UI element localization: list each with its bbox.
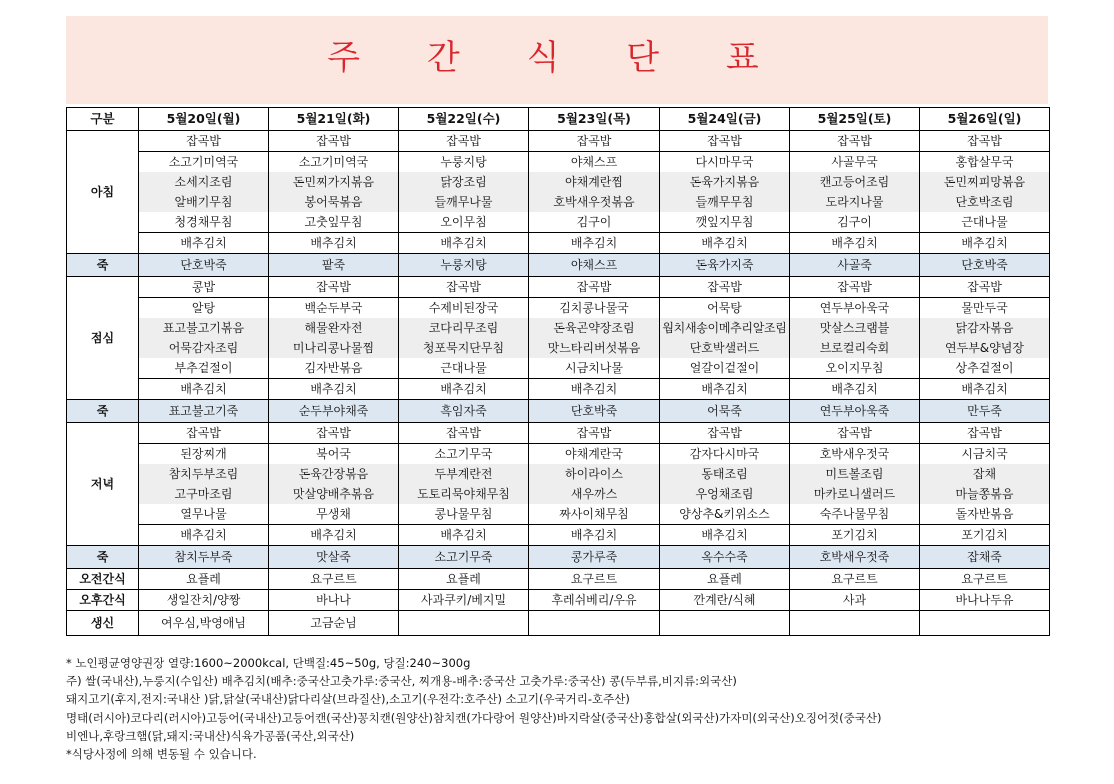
porridge-dinner-item: 콩가루죽 <box>529 546 660 569</box>
breakfast-dish: 소고기미역국 <box>269 152 399 173</box>
lunch-row <box>67 379 1050 400</box>
lunch-dish: 돈육곤약장조림 <box>529 318 660 338</box>
lunch-dish: 표고불고기볶음 <box>139 318 269 338</box>
lunch-dish: 잡곡밥 <box>660 277 790 298</box>
porridge-dinner-item: 참치두부죽 <box>139 546 269 569</box>
dinner-row <box>67 525 1050 546</box>
day-header: 5월23일(목) <box>529 108 660 131</box>
breakfast-dish: 배추김치 <box>269 233 399 254</box>
dinner-dish: 참치두부조림 <box>139 464 269 484</box>
breakfast-dish: 소고기미역국 <box>139 152 269 173</box>
lunch-dish: 연두부&양념장 <box>920 338 1050 358</box>
birthday-item: 고금순님 <box>269 611 399 636</box>
lunch-dish: 김치콩나물국 <box>529 298 660 319</box>
afternoon-snack-item: 깐계란/식혜 <box>660 590 790 611</box>
header-label: 구분 <box>67 108 139 131</box>
porridge-morning-row <box>67 254 1050 277</box>
breakfast-dish: 캔고등어조림 <box>790 172 920 192</box>
dinner-dish: 도토리묵야채무침 <box>399 484 529 504</box>
lunch-dish: 단호박샐러드 <box>660 338 790 358</box>
birthday-item <box>660 611 790 636</box>
dinner-dish: 새우까스 <box>529 484 660 504</box>
porridge-lunch-row <box>67 400 1050 423</box>
breakfast-dish: 돈민찌가지볶음 <box>269 172 399 192</box>
lunch-dish: 잡곡밥 <box>399 277 529 298</box>
porridge-morning-item: 팥죽 <box>269 254 399 277</box>
breakfast-dish: 단호박조림 <box>920 192 1050 212</box>
breakfast-dish: 야채스프 <box>529 152 660 173</box>
morning-snack-row <box>67 569 1050 590</box>
dinner-dish: 잡곡밥 <box>790 423 920 444</box>
note-line: 비엔나,후랑크햄(닭,돼지:국내산)식육가공품(국산,외국산) <box>66 728 355 743</box>
note-line: 명태(러시아)코다리(러시아)고등어(국내산)고등어캔(국산)꽁치캔(원양산)참치캔(가다랑어 원양산)바지락살(중국산)홍합살(외국산)가자미(외국산)오징어젓(중국산) <box>66 710 882 725</box>
birthday-item <box>920 611 1050 636</box>
afternoon-snack-item: 사과쿠키/베지밀 <box>399 590 529 611</box>
dinner-dish: 배추김치 <box>529 525 660 546</box>
dinner-dish: 호박새우젓국 <box>790 444 920 465</box>
dinner-row <box>67 423 1050 444</box>
dinner-dish: 잡곡밥 <box>399 423 529 444</box>
dinner-dish: 잡곡밥 <box>139 423 269 444</box>
dinner-dish: 미트볼조림 <box>790 464 920 484</box>
lunch-dish: 배추김치 <box>660 379 790 400</box>
birthday-item <box>399 611 529 636</box>
breakfast-row <box>67 233 1050 254</box>
breakfast-dish: 알배기무침 <box>139 192 269 212</box>
porridge-dinner-label: 죽 <box>67 546 139 569</box>
breakfast-dish: 잡곡밥 <box>920 131 1050 152</box>
porridge-morning-item: 돈육가지죽 <box>660 254 790 277</box>
morning-snack-item: 요플레 <box>139 569 269 590</box>
lunch-dish: 미나리콩나물찜 <box>269 338 399 358</box>
day-header: 5월22일(수) <box>399 108 529 131</box>
header-row <box>67 108 1050 131</box>
morning-snack-item: 요구르트 <box>790 569 920 590</box>
porridge-morning-item: 야채스프 <box>529 254 660 277</box>
lunch-dish: 배추김치 <box>920 379 1050 400</box>
dinner-dish: 된장찌개 <box>139 444 269 465</box>
breakfast-row <box>67 212 1050 233</box>
lunch-dish: 청포묵지단무침 <box>399 338 529 358</box>
morning-snack-item: 요플레 <box>660 569 790 590</box>
afternoon-snack-item: 후레쉬베리/우유 <box>529 590 660 611</box>
lunch-dish: 배추김치 <box>399 379 529 400</box>
breakfast-dish: 배추김치 <box>529 233 660 254</box>
porridge-morning-item: 단호박죽 <box>920 254 1050 277</box>
dinner-label: 저녁 <box>67 423 139 546</box>
dinner-dish: 우엉채조림 <box>660 484 790 504</box>
page-title: 주 간 식 단 표 <box>327 38 787 78</box>
breakfast-dish: 깻잎지무침 <box>660 212 790 233</box>
dinner-row <box>67 484 1050 504</box>
weekly-menu-table <box>66 107 1050 636</box>
breakfast-dish: 고춧잎무침 <box>269 212 399 233</box>
birthday-item <box>529 611 660 636</box>
breakfast-dish: 봉어묵볶음 <box>269 192 399 212</box>
breakfast-dish: 닭장조림 <box>399 172 529 192</box>
morning-snack-item: 요플레 <box>399 569 529 590</box>
lunch-dish: 부추겉절이 <box>139 358 269 379</box>
day-header: 5월21일(화) <box>269 108 399 131</box>
birthday-label: 생신 <box>67 611 139 636</box>
breakfast-dish: 잡곡밥 <box>660 131 790 152</box>
dinner-dish: 돌자반볶음 <box>920 504 1050 525</box>
lunch-dish: 맛느타리버섯볶음 <box>529 338 660 358</box>
lunch-dish: 배추김치 <box>790 379 920 400</box>
porridge-lunch-label: 죽 <box>67 400 139 423</box>
dinner-dish: 북어국 <box>269 444 399 465</box>
lunch-label: 점심 <box>67 277 139 400</box>
porridge-lunch-item: 연두부아욱죽 <box>790 400 920 423</box>
dinner-dish: 하이라이스 <box>529 464 660 484</box>
breakfast-dish: 근대나물 <box>920 212 1050 233</box>
dinner-dish: 잡곡밥 <box>660 423 790 444</box>
lunch-dish: 콩밥 <box>139 277 269 298</box>
breakfast-dish: 배추김치 <box>790 233 920 254</box>
morning-snack-item: 요구르트 <box>269 569 399 590</box>
lunch-dish: 물만두국 <box>920 298 1050 319</box>
breakfast-dish: 배추김치 <box>660 233 790 254</box>
dinner-row <box>67 464 1050 484</box>
breakfast-dish: 오이무침 <box>399 212 529 233</box>
lunch-dish: 얼갈이겉절이 <box>660 358 790 379</box>
breakfast-dish: 호박새우젓볶음 <box>529 192 660 212</box>
dinner-dish: 숙주나물무침 <box>790 504 920 525</box>
porridge-morning-item: 누룽지탕 <box>399 254 529 277</box>
lunch-dish: 오이지무침 <box>790 358 920 379</box>
afternoon-snack-row <box>67 590 1050 611</box>
dinner-dish: 배추김치 <box>660 525 790 546</box>
breakfast-dish: 들깨무나물 <box>399 192 529 212</box>
lunch-dish: 배추김치 <box>269 379 399 400</box>
porridge-dinner-item: 소고기무죽 <box>399 546 529 569</box>
lunch-dish: 잡곡밥 <box>529 277 660 298</box>
lunch-dish: 알탕 <box>139 298 269 319</box>
dinner-dish: 두부계란전 <box>399 464 529 484</box>
breakfast-dish: 누룽지탕 <box>399 152 529 173</box>
dinner-dish: 잡곡밥 <box>529 423 660 444</box>
breakfast-dish: 배추김치 <box>399 233 529 254</box>
porridge-dinner-row <box>67 546 1050 569</box>
porridge-lunch-item: 어묵죽 <box>660 400 790 423</box>
lunch-dish: 브로컬리숙회 <box>790 338 920 358</box>
dinner-dish: 잡곡밥 <box>920 423 1050 444</box>
note-line: 주) 쌀(국내산),누룽지(수입산) 배추김치(배추:중국산고춧가루:중국산, 찌개용-배추:중국산 고춧가루:중국산) 콩(두부류,비지류:외국산) <box>66 674 737 689</box>
notes-section <box>66 654 881 763</box>
lunch-dish: 어묵탕 <box>660 298 790 319</box>
birthday-row <box>67 611 1050 636</box>
breakfast-dish: 배추김치 <box>139 233 269 254</box>
dinner-dish: 소고기무국 <box>399 444 529 465</box>
lunch-dish: 웜치새송이메추리알조림 <box>660 318 790 338</box>
note-line: *식당사정에 의해 변동될 수 있습니다. <box>66 746 257 761</box>
birthday-item: 여우심,박영애님 <box>139 611 269 636</box>
lunch-dish: 근대나물 <box>399 358 529 379</box>
title-banner <box>66 16 1048 104</box>
lunch-dish: 잡곡밥 <box>790 277 920 298</box>
breakfast-dish: 김구이 <box>529 212 660 233</box>
morning-snack-item: 요구르트 <box>920 569 1050 590</box>
lunch-row <box>67 318 1050 338</box>
lunch-dish: 배추김치 <box>139 379 269 400</box>
porridge-dinner-item: 맛살죽 <box>269 546 399 569</box>
breakfast-dish: 도라지나물 <box>790 192 920 212</box>
porridge-lunch-item: 만두죽 <box>920 400 1050 423</box>
note-line: * 노인평균영양권장 열량:1600~2000kcal, 단백질:45~50g, 당질:240~300g <box>66 656 471 670</box>
lunch-dish: 맛살스크램블 <box>790 318 920 338</box>
dinner-dish: 포기김치 <box>920 525 1050 546</box>
breakfast-dish: 잡곡밥 <box>790 131 920 152</box>
dinner-row <box>67 504 1050 525</box>
lunch-dish: 어묵감자조림 <box>139 338 269 358</box>
day-header: 5월24일(금) <box>660 108 790 131</box>
morning-snack-item: 요구르트 <box>529 569 660 590</box>
dinner-dish: 배추김치 <box>269 525 399 546</box>
lunch-row <box>67 298 1050 319</box>
breakfast-dish: 배추김치 <box>920 233 1050 254</box>
breakfast-dish: 사골무국 <box>790 152 920 173</box>
porridge-lunch-item: 흑임자죽 <box>399 400 529 423</box>
lunch-dish: 해물완자전 <box>269 318 399 338</box>
breakfast-dish: 청경채무침 <box>139 212 269 233</box>
dinner-dish: 무생채 <box>269 504 399 525</box>
lunch-row <box>67 277 1050 298</box>
porridge-lunch-item: 표고불고기죽 <box>139 400 269 423</box>
porridge-lunch-item: 단호박죽 <box>529 400 660 423</box>
breakfast-row <box>67 131 1050 152</box>
breakfast-dish: 돈육가지볶음 <box>660 172 790 192</box>
day-header: 5월26일(일) <box>920 108 1050 131</box>
dinner-dish: 마카로니샐러드 <box>790 484 920 504</box>
lunch-row <box>67 338 1050 358</box>
breakfast-row <box>67 152 1050 173</box>
birthday-item <box>790 611 920 636</box>
dinner-dish: 돈육간장볶음 <box>269 464 399 484</box>
lunch-dish: 백순두부국 <box>269 298 399 319</box>
lunch-dish: 잡곡밥 <box>269 277 399 298</box>
lunch-dish: 배추김치 <box>529 379 660 400</box>
lunch-dish: 김자반볶음 <box>269 358 399 379</box>
dinner-dish: 시금치국 <box>920 444 1050 465</box>
dinner-dish: 맛살양배추볶음 <box>269 484 399 504</box>
breakfast-dish: 소세지조림 <box>139 172 269 192</box>
porridge-morning-item: 사골죽 <box>790 254 920 277</box>
dinner-dish: 감자다시마국 <box>660 444 790 465</box>
lunch-dish: 수제비된장국 <box>399 298 529 319</box>
lunch-row <box>67 358 1050 379</box>
porridge-morning-item: 단호박죽 <box>139 254 269 277</box>
dinner-dish: 동태조림 <box>660 464 790 484</box>
dinner-dish: 열무나물 <box>139 504 269 525</box>
afternoon-snack-item: 바나나두유 <box>920 590 1050 611</box>
morning-snack-label: 오전간식 <box>67 569 139 590</box>
breakfast-label: 아침 <box>67 131 139 254</box>
afternoon-snack-item: 바나나 <box>269 590 399 611</box>
breakfast-dish: 들깨무무침 <box>660 192 790 212</box>
dinner-dish: 양상추&키위소스 <box>660 504 790 525</box>
dinner-dish: 포기김치 <box>790 525 920 546</box>
dinner-dish: 잡곡밥 <box>269 423 399 444</box>
note-line: 돼지고기(후지,전지:국내산 )닭,닭살(국내산)닭다리살(브라질산),소고기(우전각:호주산) 소고기(우국거리-호주산) <box>66 692 630 707</box>
dinner-dish: 잡채 <box>920 464 1050 484</box>
breakfast-dish: 다시마무국 <box>660 152 790 173</box>
lunch-dish: 상추겉절이 <box>920 358 1050 379</box>
afternoon-snack-item: 사과 <box>790 590 920 611</box>
dinner-dish: 마늘쫑볶음 <box>920 484 1050 504</box>
porridge-morning-label: 죽 <box>67 254 139 277</box>
breakfast-row <box>67 192 1050 212</box>
porridge-dinner-item: 잡채죽 <box>920 546 1050 569</box>
breakfast-dish: 잡곡밥 <box>269 131 399 152</box>
dinner-dish: 고구마조림 <box>139 484 269 504</box>
breakfast-dish: 야채계란찜 <box>529 172 660 192</box>
breakfast-dish: 김구이 <box>790 212 920 233</box>
porridge-dinner-item: 호박새우젓죽 <box>790 546 920 569</box>
day-header: 5월25일(토) <box>790 108 920 131</box>
lunch-dish: 잡곡밥 <box>920 277 1050 298</box>
dinner-dish: 짜사이채무침 <box>529 504 660 525</box>
porridge-lunch-item: 순두부야채죽 <box>269 400 399 423</box>
breakfast-dish: 잡곡밥 <box>399 131 529 152</box>
day-header: 5월20일(월) <box>139 108 269 131</box>
lunch-dish: 닭감자볶음 <box>920 318 1050 338</box>
breakfast-row <box>67 172 1050 192</box>
dinner-dish: 배추김치 <box>139 525 269 546</box>
dinner-row <box>67 444 1050 465</box>
breakfast-dish: 잡곡밥 <box>139 131 269 152</box>
lunch-dish: 시금치나물 <box>529 358 660 379</box>
afternoon-snack-item: 생일잔치/양짱 <box>139 590 269 611</box>
afternoon-snack-label: 오후간식 <box>67 590 139 611</box>
lunch-dish: 연두부아욱국 <box>790 298 920 319</box>
breakfast-dish: 잡곡밥 <box>529 131 660 152</box>
lunch-dish: 코다리무조림 <box>399 318 529 338</box>
porridge-dinner-item: 옥수수죽 <box>660 546 790 569</box>
dinner-dish: 배추김치 <box>399 525 529 546</box>
breakfast-dish: 돈민찌피망볶음 <box>920 172 1050 192</box>
breakfast-dish: 홍합살무국 <box>920 152 1050 173</box>
dinner-dish: 콩나물무침 <box>399 504 529 525</box>
dinner-dish: 야채계란국 <box>529 444 660 465</box>
